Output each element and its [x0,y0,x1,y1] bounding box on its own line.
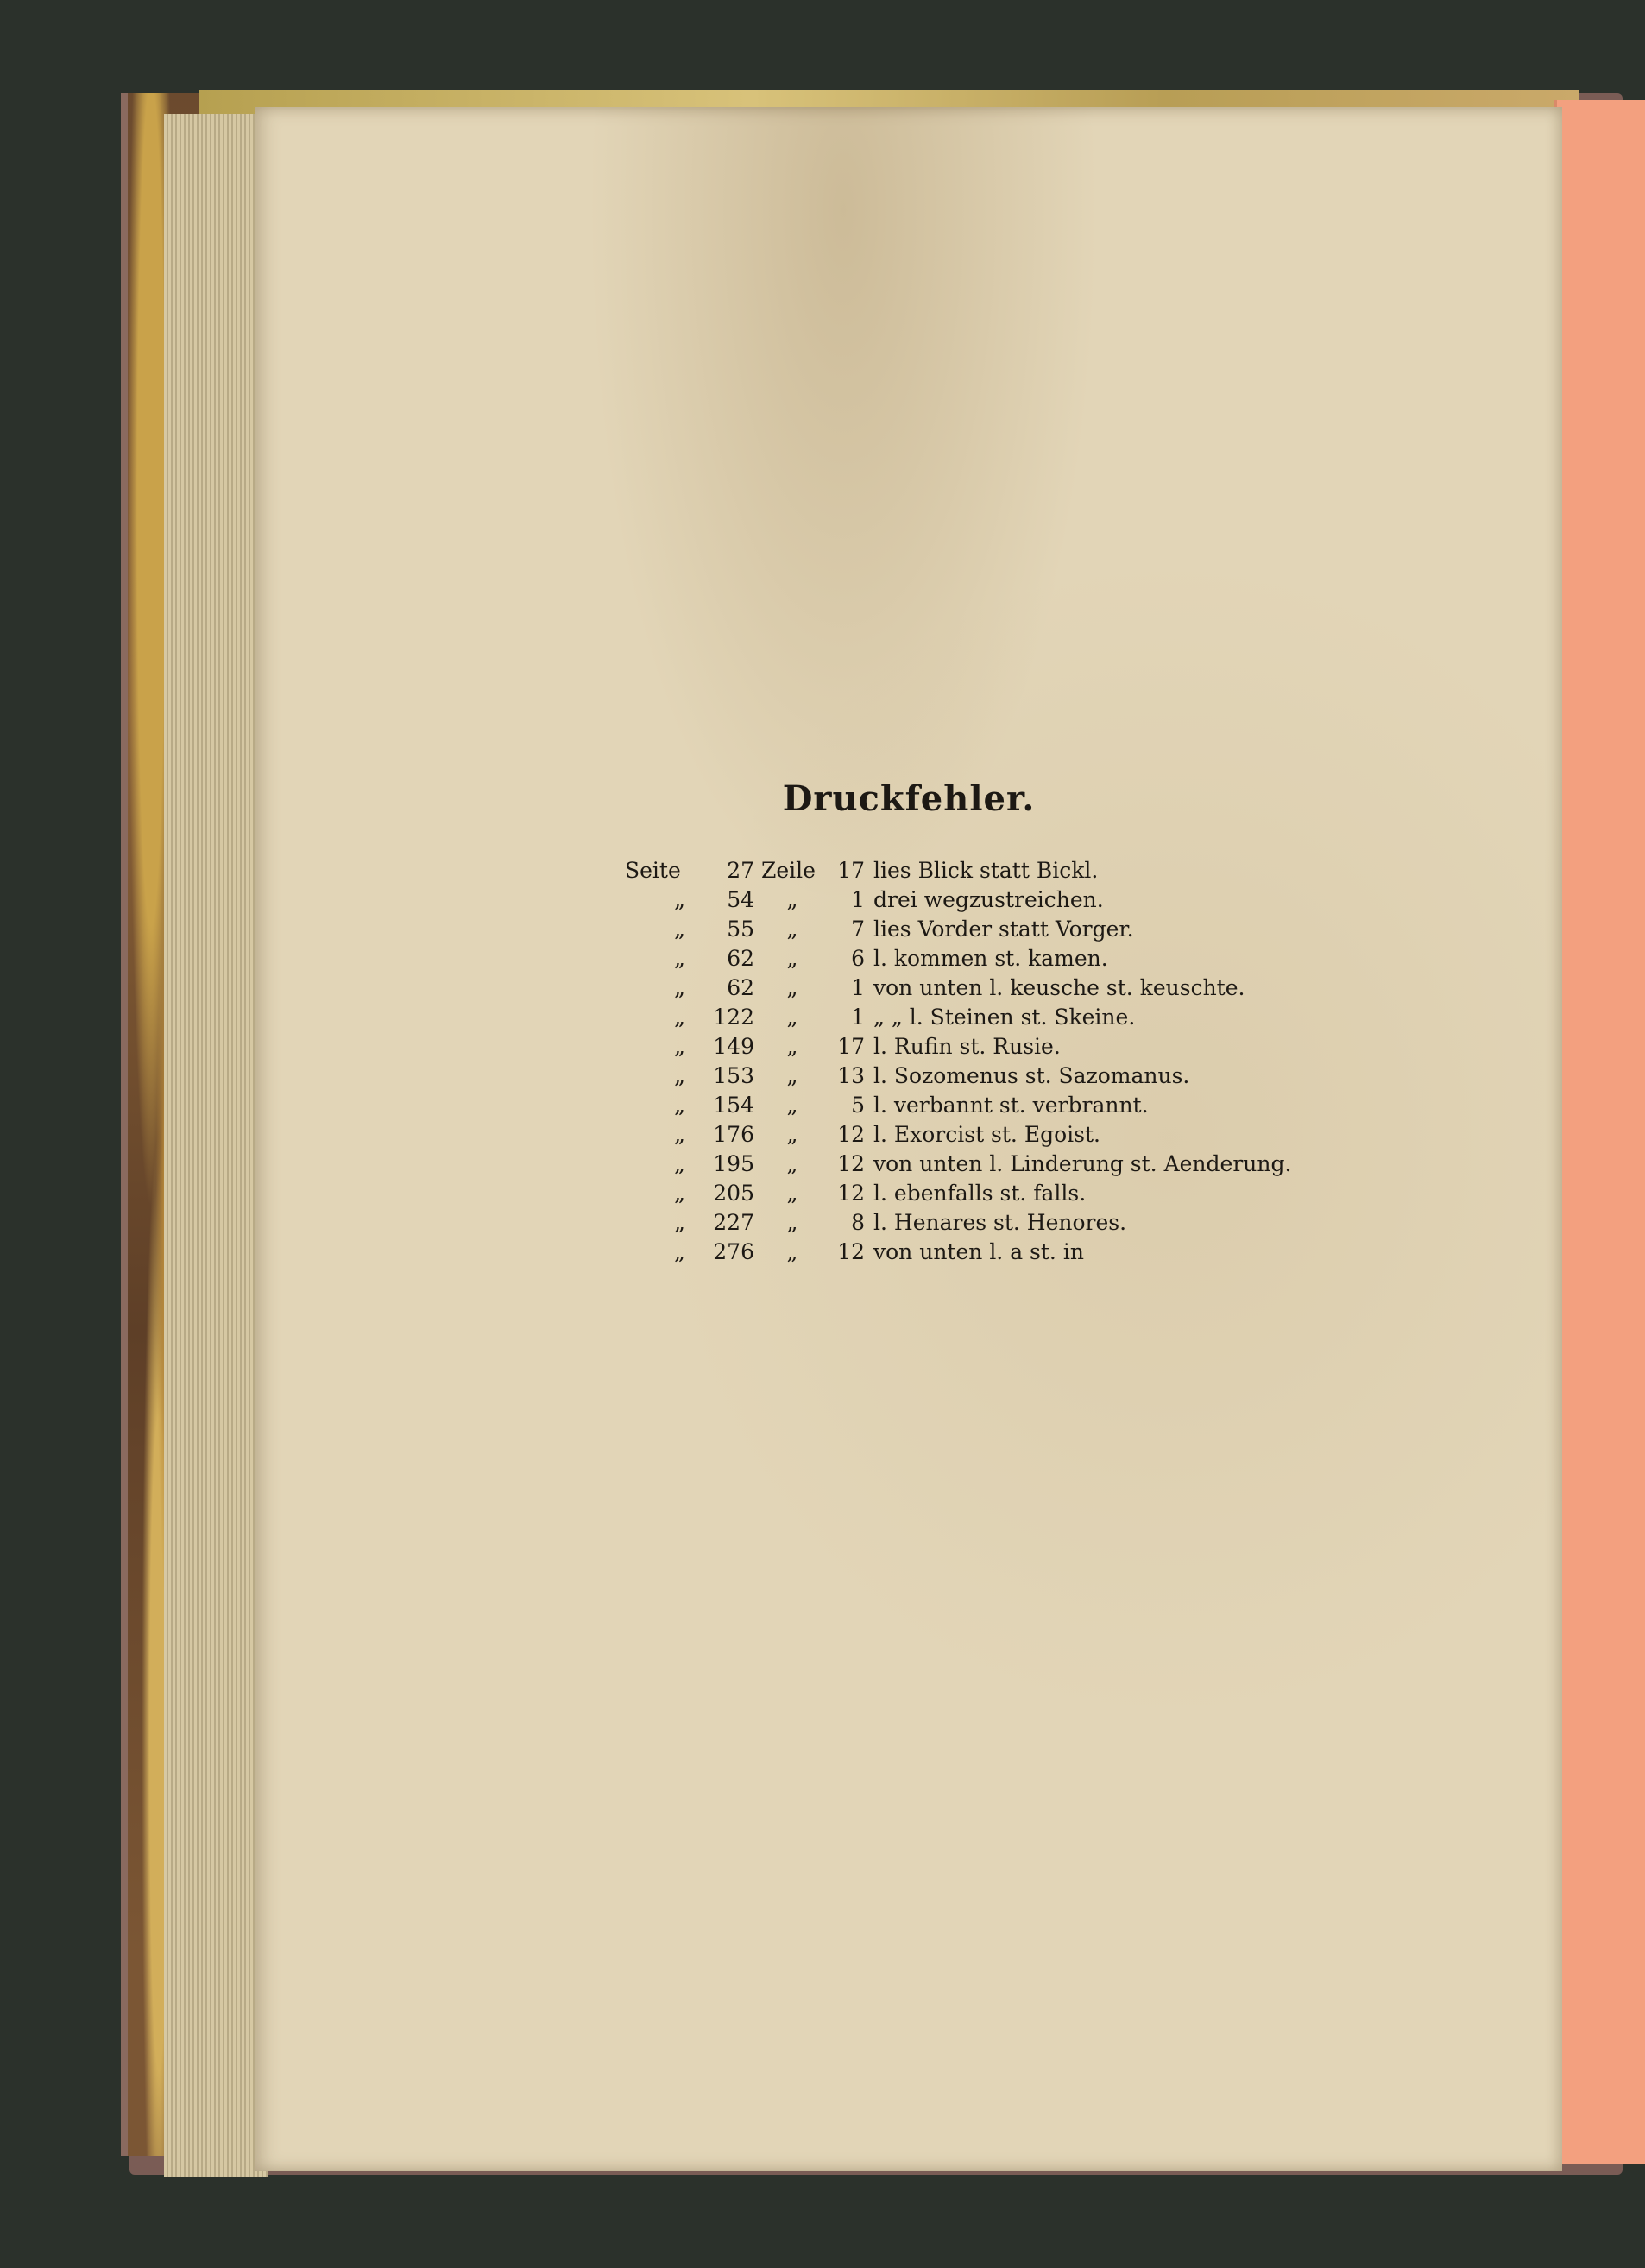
book-page [255,107,1562,2171]
errata-seite: „ [674,1005,685,1030]
errata-row [625,973,1291,1003]
errata-zeile: „ [786,946,798,971]
errata-row [625,1003,1291,1032]
errata-line-number: 1 [851,975,865,1000]
errata-seite: „ [674,1034,685,1059]
errata-zeile: „ [786,917,798,942]
errata-line-number: 8 [851,1210,865,1235]
errata-page-number: 227 [713,1210,754,1235]
errata-seite: „ [674,1181,685,1206]
errata-zeile: „ [786,1210,798,1235]
errata-row [625,885,1291,915]
errata-line-number: 1 [851,887,865,912]
errata-line-number: 1 [851,1005,865,1030]
errata-seite: „ [674,917,685,942]
errata-row [625,1208,1291,1238]
errata-page-number: 276 [713,1239,754,1264]
errata-page-number: 54 [727,887,754,912]
errata-line-number: 5 [851,1093,865,1118]
errata-zeile: „ [786,1151,798,1176]
errata-page-number: 153 [713,1063,754,1088]
errata-page-number: 176 [713,1122,754,1147]
errata-zeile: „ [786,1093,798,1118]
errata-correction: l. Exorcist st. Egoist. [873,1122,1100,1147]
errata-table [625,856,1291,1267]
errata-row [625,856,1291,885]
errata-correction: drei wegzustreichen. [873,887,1104,912]
errata-seite: „ [674,1093,685,1118]
errata-row [625,1179,1291,1208]
errata-line-number: 6 [851,946,865,971]
errata-line-number: 13 [837,1063,865,1088]
errata-line-number: 17 [837,1034,865,1059]
errata-page-number: 154 [713,1093,754,1118]
errata-correction: lies Blick statt Bickl. [873,858,1099,883]
errata-zeile: „ [786,1063,798,1088]
errata-line-number: 12 [837,1239,865,1264]
errata-row [625,915,1291,944]
errata-seite: „ [674,1122,685,1147]
errata-seite: „ [674,1151,685,1176]
errata-row [625,1032,1291,1062]
errata-seite: „ [674,887,685,912]
errata-page-number: 55 [727,917,754,942]
errata-zeile: „ [786,1181,798,1206]
errata-correction: lies Vorder statt Vorger. [873,917,1134,942]
errata-line-number: 17 [837,858,865,883]
errata-seite: Seite [625,858,681,883]
errata-zeile: „ [786,1034,798,1059]
errata-page-number: 62 [727,975,754,1000]
errata-row [625,1091,1291,1120]
errata-seite: „ [674,946,685,971]
errata-seite: „ [674,975,685,1000]
errata-correction: von unten l. keusche st. keuschte. [873,975,1245,1000]
errata-row [625,1150,1291,1179]
errata-seite: „ [674,1210,685,1235]
errata-page-number: 149 [713,1034,754,1059]
errata-correction: „ „ l. Steinen st. Skeine. [873,1005,1136,1030]
errata-line-number: 12 [837,1181,865,1206]
errata-zeile: „ [786,887,798,912]
errata-page-number: 122 [713,1005,754,1030]
errata-title: Druckfehler. [782,778,1036,819]
errata-seite: „ [674,1063,685,1088]
errata-correction: l. Rufin st. Rusie. [873,1034,1061,1059]
errata-correction: von unten l. a st. in [873,1239,1084,1264]
errata-line-number: 12 [837,1151,865,1176]
errata-page-number: 205 [713,1181,754,1206]
errata-row [625,944,1291,973]
errata-zeile: „ [786,1239,798,1264]
errata-correction: l. verbannt st. verbrannt. [873,1093,1149,1118]
errata-seite: „ [674,1239,685,1264]
errata-page-number: 27 [727,858,754,883]
page-edges [164,114,268,2177]
errata-zeile: „ [786,1005,798,1030]
errata-zeile: „ [786,1122,798,1147]
errata-correction: l. kommen st. kamen. [873,946,1108,971]
errata-row [625,1062,1291,1091]
errata-page-number: 62 [727,946,754,971]
errata-row [625,1120,1291,1150]
errata-row [625,1238,1291,1267]
colored-flyleaf [1554,100,1645,2164]
errata-zeile: Zeile [761,858,816,883]
errata-line-number: 7 [851,917,865,942]
errata-correction: l. ebenfalls st. falls. [873,1181,1087,1206]
errata-page-number: 195 [713,1151,754,1176]
errata-correction: l. Henares st. Henores. [873,1210,1127,1235]
errata-zeile: „ [786,975,798,1000]
errata-correction: von unten l. Linderung st. Aenderung. [873,1151,1292,1176]
errata-line-number: 12 [837,1122,865,1147]
errata-correction: l. Sozomenus st. Sazomanus. [873,1063,1190,1088]
